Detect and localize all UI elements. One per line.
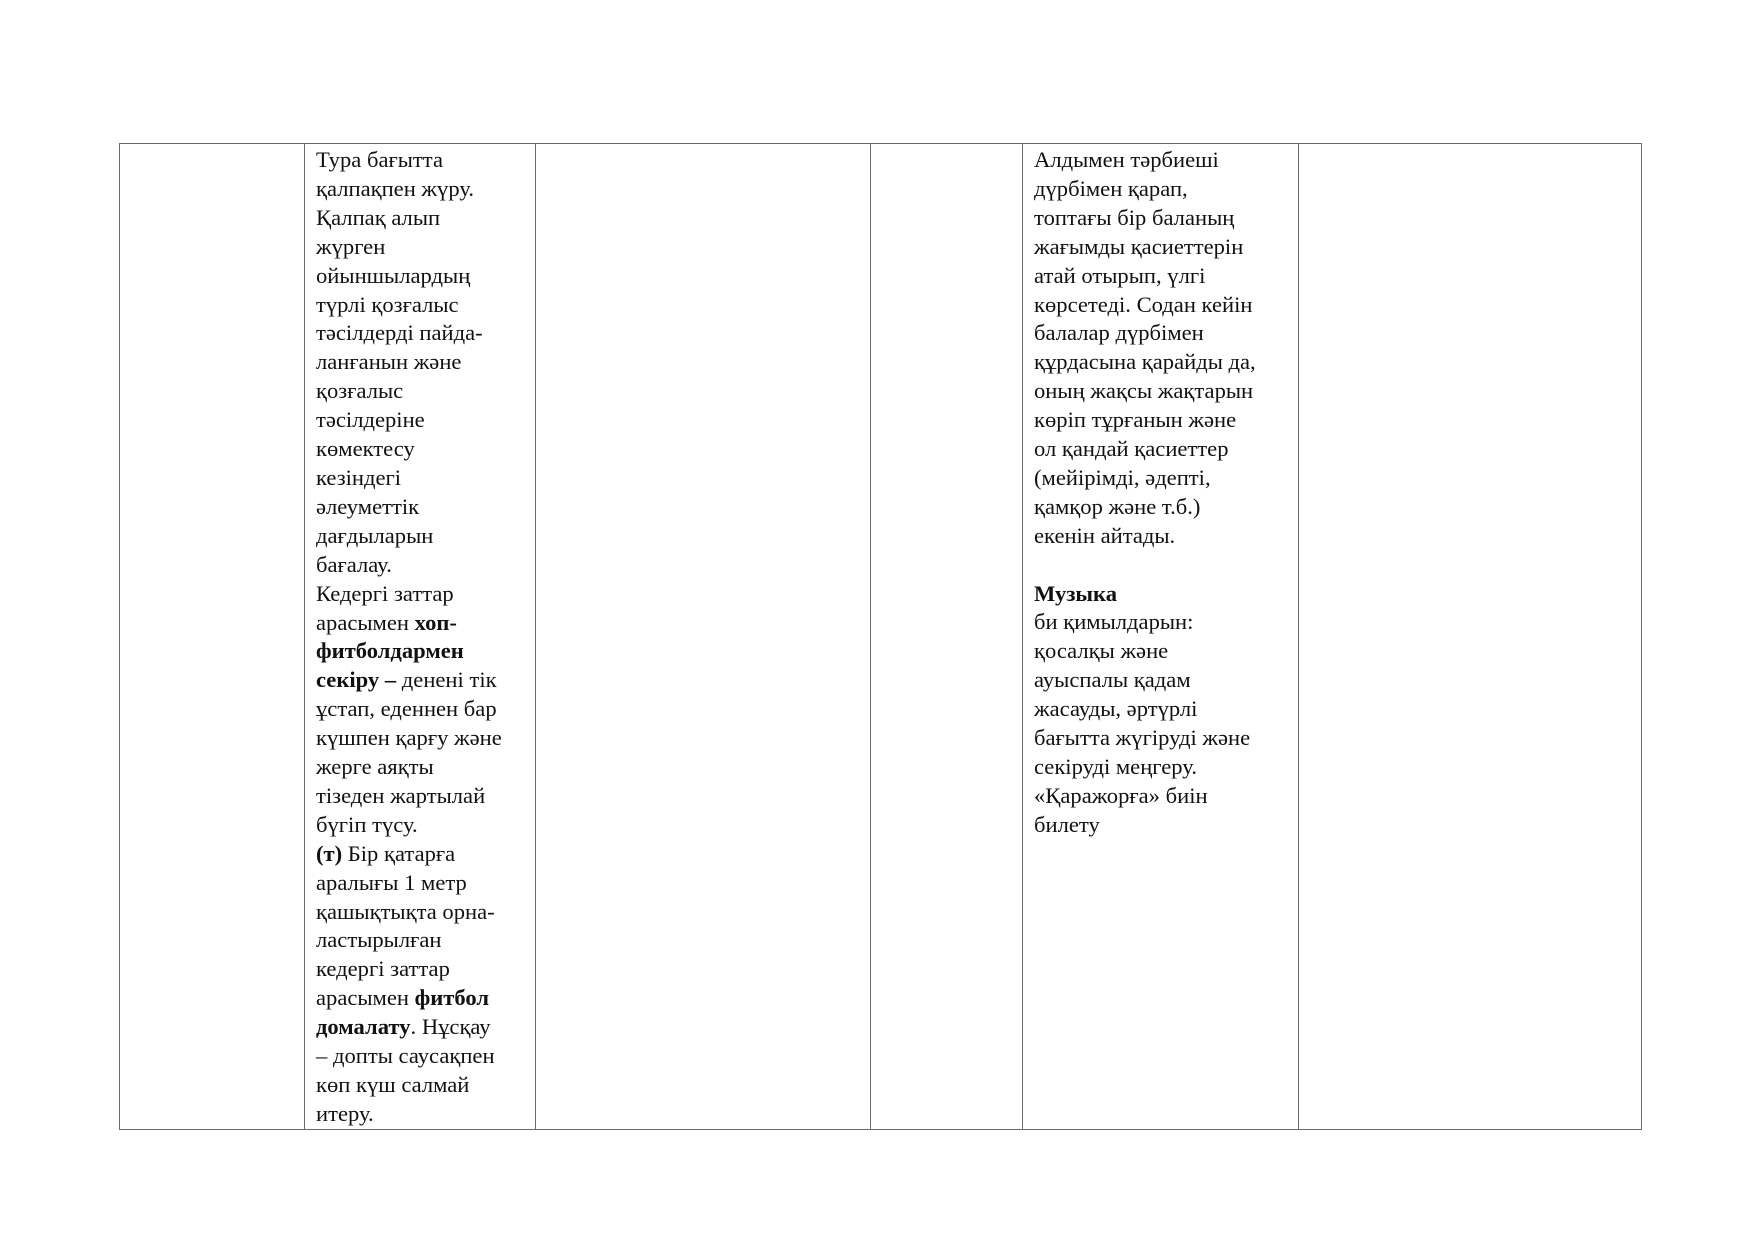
- text-run: ауыспалы қадам: [1034, 667, 1191, 693]
- text-line: [316, 666, 527, 695]
- text-line: [1034, 233, 1290, 262]
- text-line: [1034, 637, 1290, 666]
- text-run: оның жақсы жақтарын: [1034, 378, 1254, 404]
- text-line: [316, 464, 527, 493]
- text-line: [316, 609, 527, 638]
- table-cell-empty-4: [871, 144, 1023, 1130]
- text-line: [1034, 522, 1290, 551]
- text-line: [1034, 782, 1290, 811]
- text-run: «Қаражорға» биін: [1034, 782, 1208, 808]
- text-line: [316, 637, 527, 666]
- text-run: Кедергі заттар: [316, 580, 454, 606]
- text-run: секіруді меңгеру.: [1034, 754, 1197, 780]
- table-cell-physical-activity: [305, 144, 536, 1130]
- text-line: [316, 406, 527, 435]
- text-line: [1034, 175, 1290, 204]
- text-run: қашықтықта орна-: [316, 898, 495, 924]
- text-line: [1034, 262, 1290, 291]
- text-line: [1034, 204, 1290, 233]
- text-line: [316, 319, 527, 348]
- text-run: көмектесу: [316, 436, 415, 462]
- bold-text: фитболдармен: [316, 638, 464, 664]
- text-line: [316, 348, 527, 377]
- text-line: [316, 493, 527, 522]
- text-run: (мейірімді, әдепті,: [1034, 464, 1211, 490]
- text-run: көрсетеді. Содан кейін: [1034, 291, 1253, 317]
- text-run: құрдасына қарайды да,: [1034, 349, 1256, 375]
- text-line: [1034, 377, 1290, 406]
- table-cell-empty-3: [536, 144, 871, 1130]
- text-run: бүгіп түсу.: [316, 811, 418, 837]
- text-run: дағдыларын: [316, 522, 434, 548]
- bold-text: фитбол: [414, 985, 490, 1011]
- table-cell-empty-1: [120, 144, 305, 1130]
- text-line: [1034, 811, 1290, 840]
- text-run: әлеуметтік: [316, 493, 420, 519]
- text-run: жерге аяқты: [316, 754, 434, 780]
- text-line: [316, 840, 527, 869]
- text-line: [1034, 580, 1290, 609]
- text-line: [316, 291, 527, 320]
- plan-table: [119, 143, 1642, 1130]
- text-run: тәсілдерді пайда-: [316, 320, 483, 346]
- blank-line: [1034, 551, 1290, 580]
- text-run: ойыншылардың: [316, 262, 471, 288]
- text-line: [1034, 291, 1290, 320]
- text-line: [316, 233, 527, 262]
- text-line: [316, 146, 527, 175]
- text-run: ластырылған: [316, 927, 442, 953]
- text-line: [316, 782, 527, 811]
- text-line: [1034, 724, 1290, 753]
- text-line: [316, 724, 527, 753]
- text-run: тәсілдеріне: [316, 407, 425, 433]
- text-line: [316, 551, 527, 580]
- text-line: [316, 580, 527, 609]
- cell-text: [316, 146, 527, 1129]
- text-line: [1034, 406, 1290, 435]
- text-line: [1034, 435, 1290, 464]
- table-cell-empty-6: [1299, 144, 1642, 1130]
- text-line: [316, 204, 527, 233]
- text-run: балалар дүрбімен: [1034, 320, 1204, 346]
- text-run: билету: [1034, 811, 1100, 837]
- text-run: күшпен қарғу және: [316, 725, 502, 751]
- text-line: [316, 435, 527, 464]
- text-run: екенін айтады.: [1034, 522, 1176, 548]
- text-run: топтағы бір баланың: [1034, 204, 1235, 230]
- text-line: [1034, 753, 1290, 782]
- text-line: [1034, 666, 1290, 695]
- text-line: [316, 984, 527, 1013]
- text-line: [316, 955, 527, 984]
- text-run: Бір қатарға: [342, 840, 456, 866]
- text-line: [316, 869, 527, 898]
- text-run: ұстап, еденнен бар: [316, 696, 497, 722]
- text-run: атай отырып, үлгі: [1034, 262, 1206, 288]
- text-run: кедергі заттар: [316, 956, 450, 982]
- text-line: [1034, 146, 1290, 175]
- text-line: [1034, 695, 1290, 724]
- text-run: ол қандай қасиеттер: [1034, 436, 1229, 462]
- text-run: бағалау.: [316, 551, 392, 577]
- cell-text: [1034, 146, 1290, 840]
- text-run: – допты саусақпен: [316, 1043, 495, 1069]
- text-line: [316, 753, 527, 782]
- text-run: арасымен: [316, 985, 415, 1011]
- text-run: жасауды, әртүрлі: [1034, 696, 1198, 722]
- text-run: түрлі қозғалыс: [316, 291, 459, 317]
- table-cell-social-music: [1023, 144, 1299, 1130]
- text-run: тізеден жартылай: [316, 782, 486, 808]
- text-run: қалпақпен жүру.: [316, 175, 475, 201]
- text-run: денені тік: [396, 667, 497, 693]
- text-run: би қимылдарын:: [1034, 609, 1194, 635]
- text-run: кезіндегі: [316, 464, 402, 490]
- text-run: Қалпақ алып: [316, 204, 441, 230]
- text-line: [316, 262, 527, 291]
- text-run: қосалқы және: [1034, 638, 1169, 664]
- bold-text: Музыка: [1034, 580, 1118, 606]
- bold-text: (т): [316, 840, 343, 866]
- text-run: Тура бағытта: [316, 147, 443, 172]
- text-line: [1034, 464, 1290, 493]
- text-run: бағытта жүгіруді және: [1034, 725, 1251, 751]
- table-row: [120, 144, 1642, 1130]
- text-line: [316, 695, 527, 724]
- text-run: аралығы 1 метр: [316, 869, 467, 895]
- text-run: жүрген: [316, 233, 386, 259]
- text-line: [316, 175, 527, 204]
- text-run: көп күш салмай: [316, 1072, 470, 1097]
- text-run: көріп тұрғанын және: [1034, 407, 1237, 433]
- bold-text: секіру –: [316, 667, 397, 693]
- text-run: жағымды қасиеттерін: [1034, 233, 1244, 259]
- bold-text: хоп-: [414, 609, 457, 635]
- text-line: [316, 1013, 527, 1042]
- text-run: дүрбімен қарап,: [1034, 175, 1188, 201]
- text-line: [316, 1071, 527, 1100]
- text-line: [1034, 608, 1290, 637]
- text-run: қозғалыс: [316, 378, 404, 404]
- text-line: [316, 522, 527, 551]
- text-line: [1034, 348, 1290, 377]
- text-line: [316, 926, 527, 955]
- bold-text: домалату: [316, 1014, 411, 1040]
- text-line: [316, 898, 527, 927]
- text-line: [316, 811, 527, 840]
- text-run: арасымен: [316, 609, 415, 635]
- text-run: итеру.: [316, 1100, 374, 1126]
- text-line: [1034, 493, 1290, 522]
- text-line: [1034, 319, 1290, 348]
- text-line: [316, 1042, 527, 1071]
- text-run: қамқор және т.б.): [1034, 493, 1201, 519]
- text-run: . Нұсқау: [410, 1014, 491, 1040]
- text-run: ланғанын және: [316, 349, 462, 375]
- text-line: [316, 377, 527, 406]
- text-line: [316, 1100, 527, 1129]
- text-run: Алдымен тәрбиеші: [1034, 147, 1219, 172]
